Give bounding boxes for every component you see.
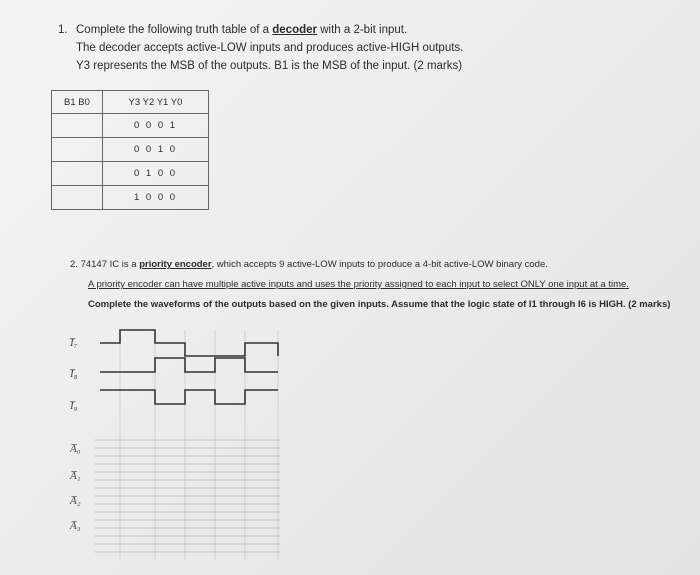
question-1-line-2: The decoder accepts active-LOW inputs and produces active-HIGH outputs. xyxy=(76,42,464,54)
waveform-i8 xyxy=(100,358,278,372)
question-2-line-1: 2. 74147 IC is a priority encoder, which accepts 9 active-LOW inputs to produce a 4-bit active-LOW binary code. xyxy=(70,259,548,270)
waveform-i9 xyxy=(100,390,278,404)
signal-label-a0: A̅₀ xyxy=(70,443,81,455)
output-rows xyxy=(95,440,280,552)
output-cell: 0 1 0 0 xyxy=(103,162,209,186)
signal-label-a2: A̅₂ xyxy=(70,495,81,507)
question-2-line-3: Complete the waveforms of the outputs based on the given inputs. Assume that the logic state of I1 through I6 is HIGH. (2 marks) xyxy=(88,299,671,310)
output-cell: 1 0 0 0 xyxy=(103,186,209,210)
signal-label-a1: A̅₁ xyxy=(70,470,81,482)
input-waveforms xyxy=(100,330,278,404)
signal-label-a3: A̅₃ xyxy=(70,520,81,532)
output-cell: 0 0 0 1 xyxy=(103,114,209,138)
waveform-i7 xyxy=(100,330,278,356)
output-cell: 0 0 1 0 xyxy=(103,138,209,162)
question-2-line-2: A priority encoder can have multiple active inputs and uses the priority assigned to each input to select ONLY one input at a time. xyxy=(88,279,629,290)
header-outputs: Y3 Y2 Y1 Y0 xyxy=(103,91,209,114)
question-1-line-3: Y3 represents the MSB of the outputs. B1 is the MSB of the input. (2 marks) xyxy=(76,60,463,72)
header-inputs: B1 B0 xyxy=(52,91,103,114)
signal-label-i9: I̅₉ xyxy=(70,400,78,412)
signal-label-i7: I̅₇ xyxy=(70,337,78,349)
signal-label-i8: I̅₈ xyxy=(70,368,78,380)
question-1-number: 1. xyxy=(58,24,68,36)
question-1-line-1: Complete the following truth table of a decoder with a 2-bit input. xyxy=(76,24,408,36)
timing-grid xyxy=(120,330,278,560)
